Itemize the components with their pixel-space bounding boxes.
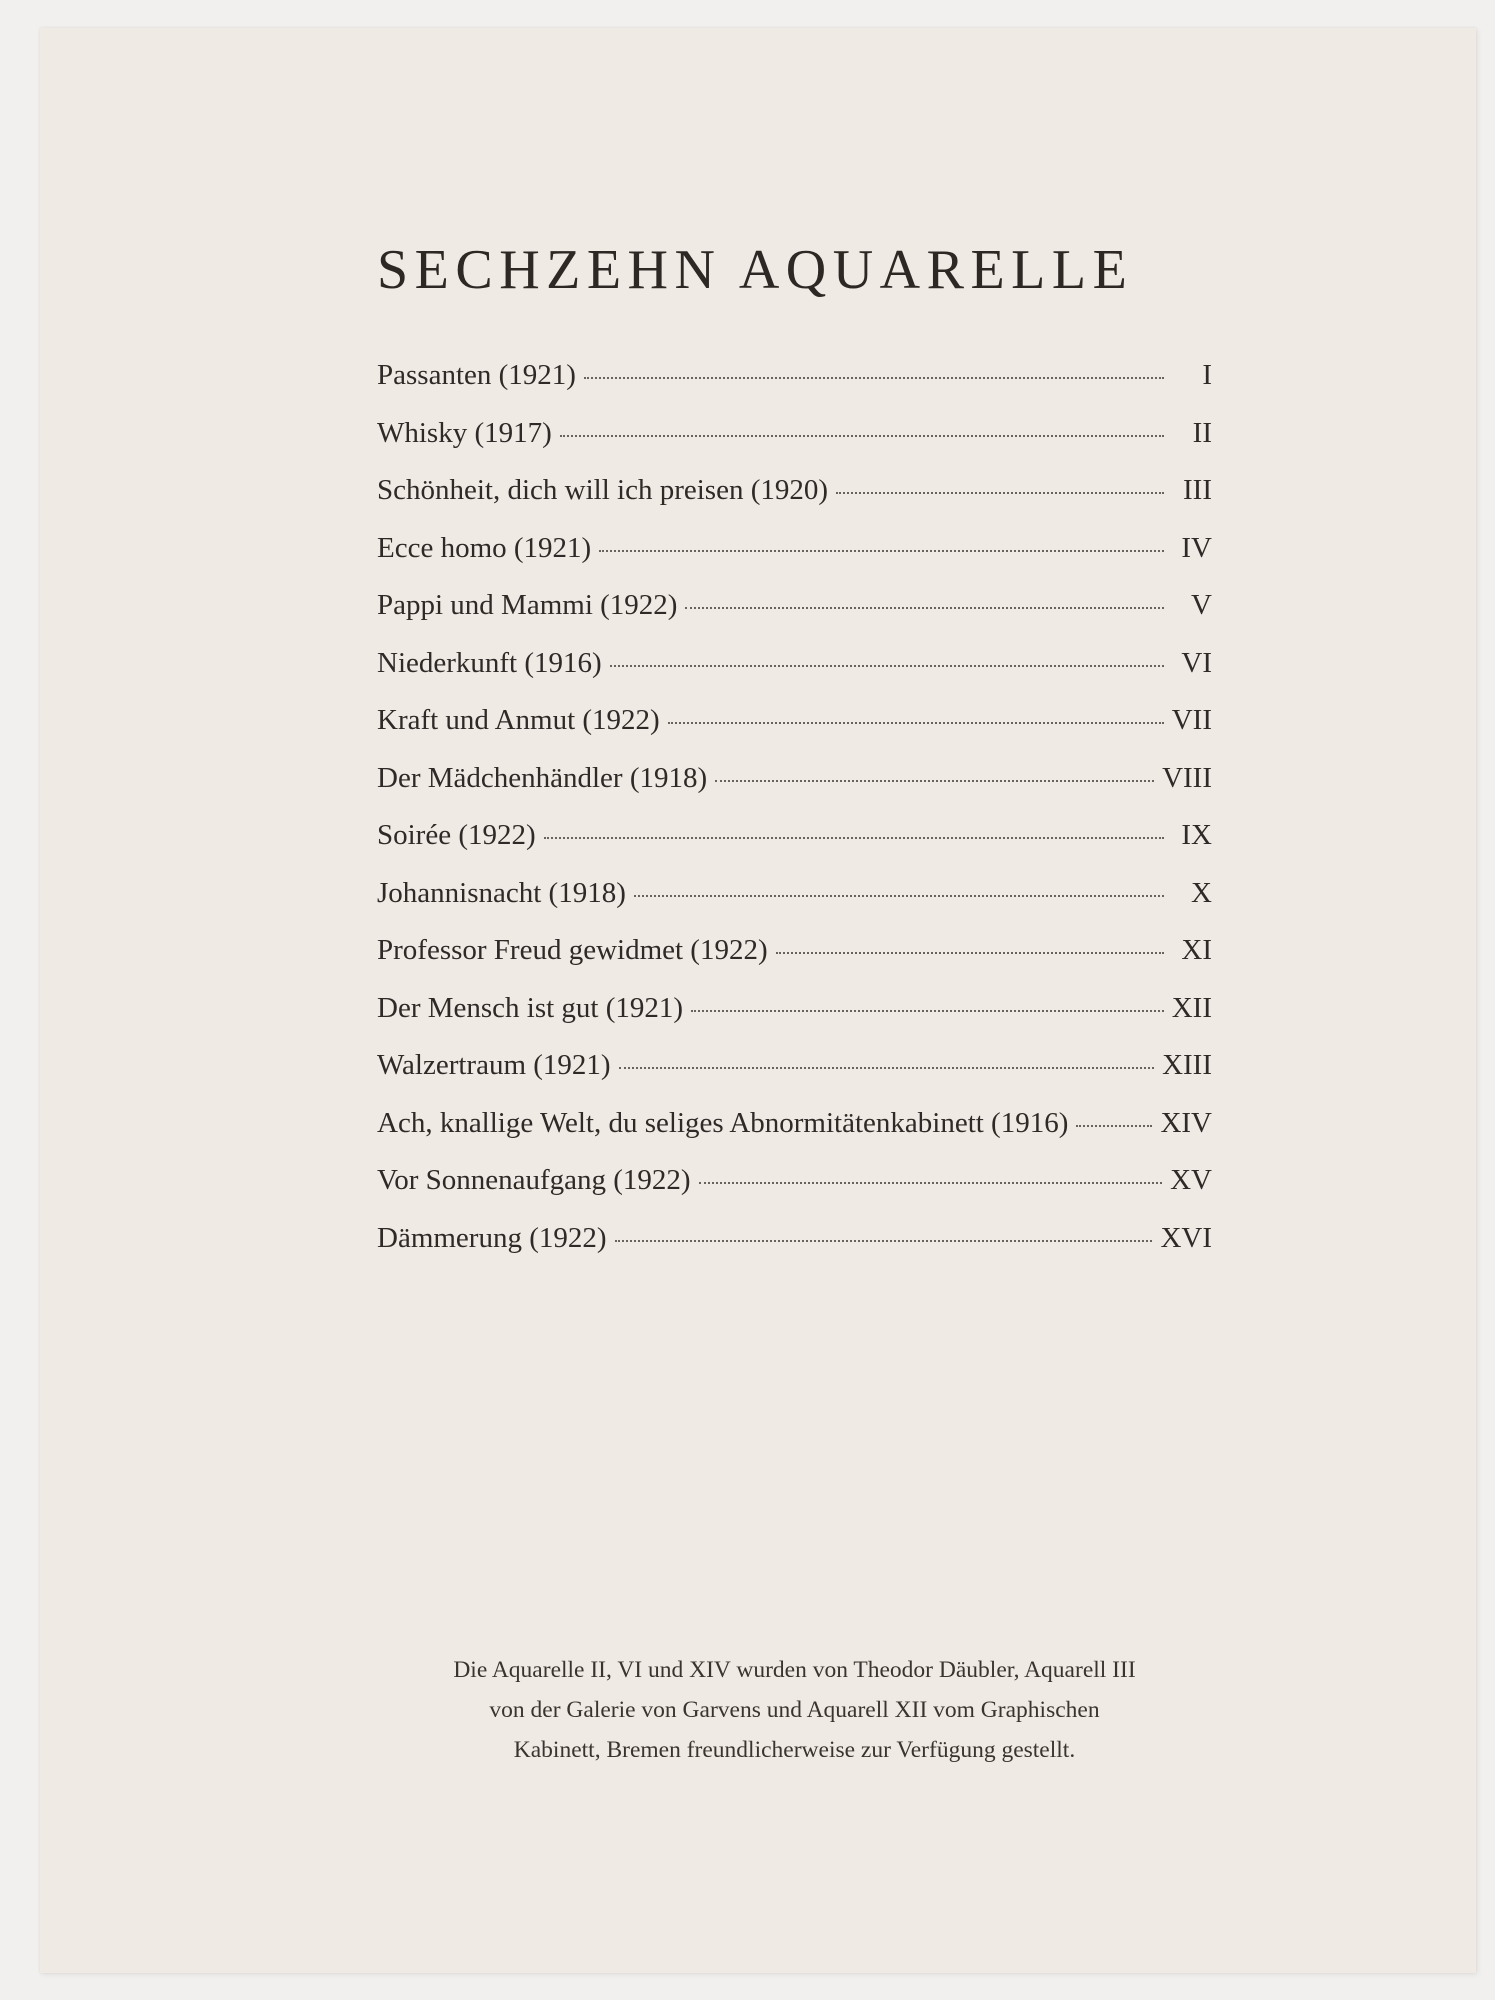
toc-entry-number: VIII xyxy=(1162,761,1212,794)
toc-entry-title: Ecce homo (1921) xyxy=(377,531,592,564)
toc-entry-title: Vor Sonnenaufgang (1922) xyxy=(377,1164,691,1196)
toc-entry xyxy=(377,934,1212,992)
toc-entry-title: Johannisnacht (1918) xyxy=(377,876,626,909)
dot-leader xyxy=(634,895,1164,897)
acknowledgement-note xyxy=(377,1650,1212,1770)
toc-entry xyxy=(377,1164,1212,1222)
toc-entry-number: XII xyxy=(1171,991,1212,1024)
toc-entry-title: Whisky (1917) xyxy=(377,416,552,449)
dot-leader xyxy=(619,1067,1154,1069)
toc-entry-number: III xyxy=(1183,474,1212,506)
toc-entry-number: IX xyxy=(1181,819,1212,851)
toc-entry-number: II xyxy=(1192,416,1212,449)
toc-entry-number: I xyxy=(1202,359,1212,391)
dot-leader xyxy=(544,837,1164,839)
dot-leader xyxy=(560,435,1164,437)
toc-entry xyxy=(377,1049,1212,1107)
toc-entry xyxy=(377,1222,1212,1280)
toc-entry-title: Der Mädchenhändler (1918) xyxy=(377,761,708,794)
toc-entry-number: XVI xyxy=(1160,1221,1212,1254)
toc-entry xyxy=(377,877,1212,935)
toc-entry xyxy=(377,992,1212,1050)
toc-entry xyxy=(377,647,1212,705)
toc-entry xyxy=(377,762,1212,820)
table-of-contents xyxy=(377,359,1212,1279)
toc-entry-title: Soirée (1922) xyxy=(377,819,536,851)
toc-entry-number: VI xyxy=(1181,646,1212,679)
toc-entry-title: Niederkunft (1916) xyxy=(377,646,602,679)
toc-entry xyxy=(377,417,1212,475)
note-line: von der Galerie von Garvens und Aquarell XII vom Graphischen xyxy=(489,1697,1100,1723)
toc-entry-title: Schönheit, dich will ich preisen (1920) xyxy=(377,474,829,506)
toc-entry-title: Ach, knallige Welt, du seliges Abnormitätenkabinett (1916) xyxy=(377,1106,1069,1139)
toc-entry xyxy=(377,704,1212,762)
dot-leader xyxy=(1076,1125,1152,1127)
toc-entry-title: Kraft und Anmut (1922) xyxy=(377,704,660,736)
dot-leader xyxy=(776,952,1164,954)
dot-leader xyxy=(615,1240,1153,1242)
toc-entry xyxy=(377,819,1212,877)
toc-entry-title: Der Mensch ist gut (1921) xyxy=(377,991,684,1024)
note-line: Die Aquarelle II, VI und XIV wurden von Theodor Däubler, Aquarell III xyxy=(453,1657,1136,1683)
page-title: SECHZEHN AQUARELLE xyxy=(377,239,1134,301)
toc-entry-number: IV xyxy=(1181,531,1212,564)
toc-entry xyxy=(377,532,1212,590)
toc-entry-number: XIII xyxy=(1162,1049,1212,1081)
dot-leader xyxy=(691,1010,1164,1012)
toc-entry-title: Pappi und Mammi (1922) xyxy=(377,589,678,621)
dot-leader xyxy=(715,780,1154,782)
page-sheet xyxy=(40,28,1476,1973)
note-line: Kabinett, Bremen freundlicherweise zur Verfügung gestellt. xyxy=(513,1737,1076,1763)
toc-entry-title: Walzertraum (1921) xyxy=(377,1049,611,1081)
toc-entry-number: XIV xyxy=(1160,1106,1212,1139)
toc-entry xyxy=(377,474,1212,532)
toc-entry xyxy=(377,359,1212,417)
toc-entry-title: Passanten (1921) xyxy=(377,359,576,391)
dot-leader xyxy=(599,550,1164,552)
toc-entry-number: VII xyxy=(1171,704,1212,736)
dot-leader xyxy=(836,492,1164,494)
toc-entry-number: X xyxy=(1191,876,1212,909)
toc-entry-number: XV xyxy=(1170,1164,1212,1196)
dot-leader xyxy=(668,722,1164,724)
toc-entry-number: XI xyxy=(1181,934,1212,966)
dot-leader xyxy=(584,377,1164,379)
dot-leader xyxy=(610,665,1164,667)
toc-entry xyxy=(377,1107,1212,1165)
toc-entry-number: V xyxy=(1191,589,1212,621)
toc-entry-title: Dämmerung (1922) xyxy=(377,1221,607,1254)
dot-leader xyxy=(685,607,1164,609)
toc-entry-title: Professor Freud gewidmet (1922) xyxy=(377,934,768,966)
dot-leader xyxy=(699,1182,1163,1184)
toc-entry xyxy=(377,589,1212,647)
